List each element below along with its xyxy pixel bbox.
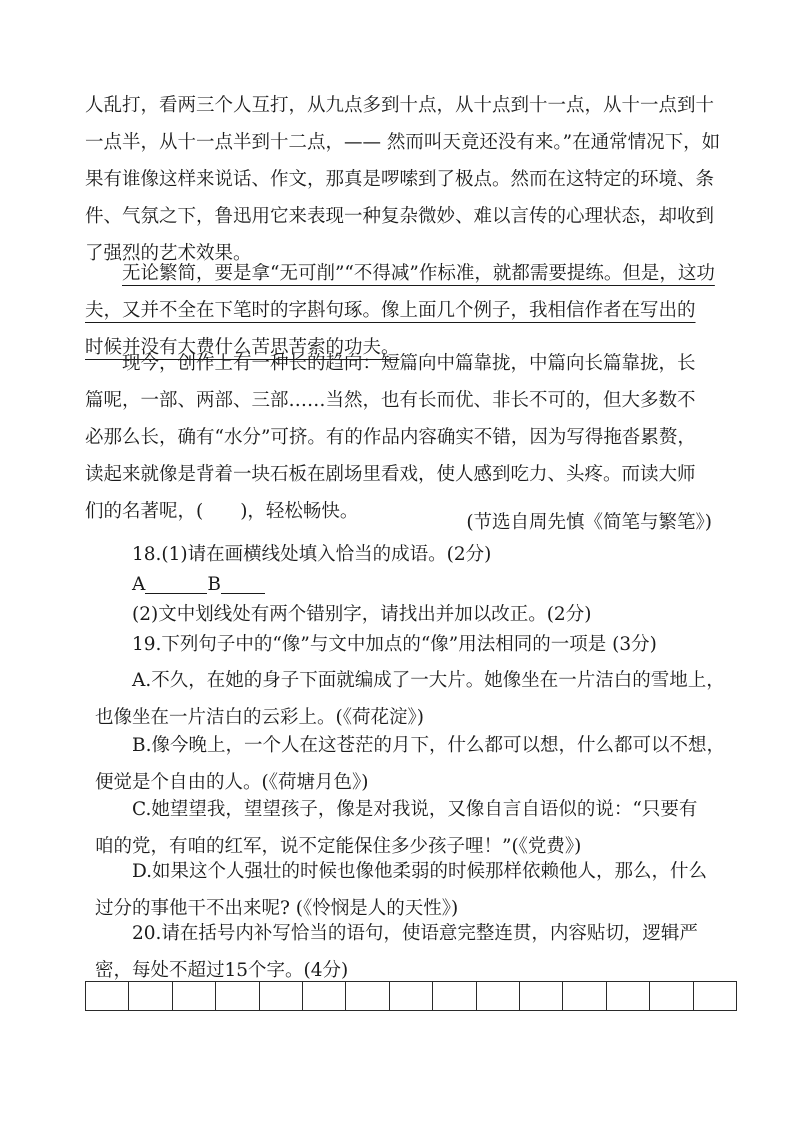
question-18-2: (2)文中划线处有两个错别字，请找出并加以改正。(2分) (132, 604, 592, 625)
answer-grid-cell[interactable] (346, 982, 389, 1010)
answer-grid-cell[interactable] (390, 982, 433, 1010)
answer-grid-cell[interactable] (563, 982, 606, 1010)
option-line: 咱的党，有咱的红军，说不定能保住多少孩子哩！”(《党费》) (95, 836, 582, 857)
question-19-option-b (95, 727, 735, 801)
option-line: 过分的事他干不出来呢? (《怜悯是人的天性》) (95, 898, 459, 919)
passage-paragraph-3 (85, 345, 725, 530)
underlined-line: 无论繁简，要是拿“无可削”“不得减”作标准，就都需要提练。但是，这功 (122, 263, 715, 284)
option-line: 也像坐在一片洁白的云彩上。(《荷花淀》) (95, 707, 424, 728)
text-line: 一点半，从十一点半到十二点，—— 然而叫天竟还没有来。”在通常情况下，如 (85, 132, 721, 153)
underlined-line: 时候并没有大费什么苦思苦索的功夫。 (85, 337, 400, 358)
question-19-option-a (95, 662, 735, 736)
option-line: C.她望望我，望望孩子，像是对我说，又像自言自语似的说：“只要有 (132, 799, 698, 820)
question-20 (95, 915, 735, 989)
answer-grid-cell[interactable] (303, 982, 346, 1010)
blank-label-a: A (132, 574, 146, 595)
answer-grid-cell[interactable] (173, 982, 216, 1010)
answer-blank-b[interactable] (221, 571, 265, 594)
option-line: 便觉是个自由的人。(《荷塘月色》) (95, 772, 369, 793)
answer-grid-cell[interactable] (129, 982, 172, 1010)
text-line: 件、气氛之下，鲁迅用它来表现一种复杂微妙、难以言传的心理状态，却收到 (85, 206, 715, 227)
option-line: D.如果这个人强壮的时候也像他柔弱的时候那样依赖他人，那么，什么 (132, 861, 708, 882)
text-line: 了强烈的艺术效果。 (85, 243, 252, 264)
underlined-line: 夫，又并不全在下笔时的字斟句琢。像上面几个例子，我相信作者在写出的 (85, 300, 696, 321)
answer-grid-cell[interactable] (650, 982, 693, 1010)
passage-paragraph-1 (85, 87, 725, 272)
text-line: 必那么长，确有“水分”可挤。有的作品内容确实不错，因为写得拖沓累赘， (85, 427, 696, 448)
text-line: 人乱打，看两三个人互打，从九点多到十点，从十点到十一点，从十一点到十 (85, 95, 715, 116)
answer-grid-cell[interactable] (520, 982, 563, 1010)
option-line: A.不久，在她的身子下面就编成了一大片。她像坐在一片洁白的雪地上， (132, 670, 725, 691)
answer-grid-cell[interactable] (694, 982, 736, 1010)
answer-grid[interactable] (85, 981, 737, 1011)
answer-grid-cell[interactable] (216, 982, 259, 1010)
text-line: 果有谁像这样来说话、作文，那真是啰嗦到了极点。然而在这特定的环境、条 (85, 169, 715, 190)
question-line: 20.请在括号内补写恰当的语句，使语意完整连贯，内容贴切，逻辑严 (132, 923, 698, 944)
option-line: B.像今晚上，一个人在这苍茫的月下，什么都可以想，什么都可以不想， (132, 735, 725, 756)
answer-grid-cell[interactable] (86, 982, 129, 1010)
answer-grid-cell[interactable] (433, 982, 476, 1010)
text-line: 读起来就像是背着一块石板在剧场里看戏，使人感到吃力、头疼。而读大师 (85, 464, 696, 485)
answer-grid-cell[interactable] (260, 982, 303, 1010)
question-18-answer-blanks (132, 570, 265, 600)
answer-grid-cell[interactable] (607, 982, 650, 1010)
question-18-1: 18.(1)请在画横线处填入恰当的成语。(2分) (132, 544, 492, 565)
answer-blank-a[interactable] (145, 571, 207, 594)
text-line: 篇呢，一部、两部、三部……当然，也有长而优、非长不可的，但大多数不 (85, 390, 696, 411)
text-line: 现今，创作上有一种长的趋向：短篇向中篇靠拢，中篇向长篇靠拢，长 (122, 353, 696, 374)
text-line: 们的名著呢，( )，轻松畅快。 (85, 501, 359, 522)
passage-source: (节选自周先慎《简笔与繁笔》) (466, 512, 712, 533)
question-line: 密，每处不超过15个字。(4分) (95, 960, 349, 981)
question-19: 19.下列句子中的“像”与文中加点的“像”用法相同的一项是 (3分) (132, 634, 657, 655)
answer-grid-cell[interactable] (477, 982, 520, 1010)
blank-label-b: B (207, 574, 221, 595)
